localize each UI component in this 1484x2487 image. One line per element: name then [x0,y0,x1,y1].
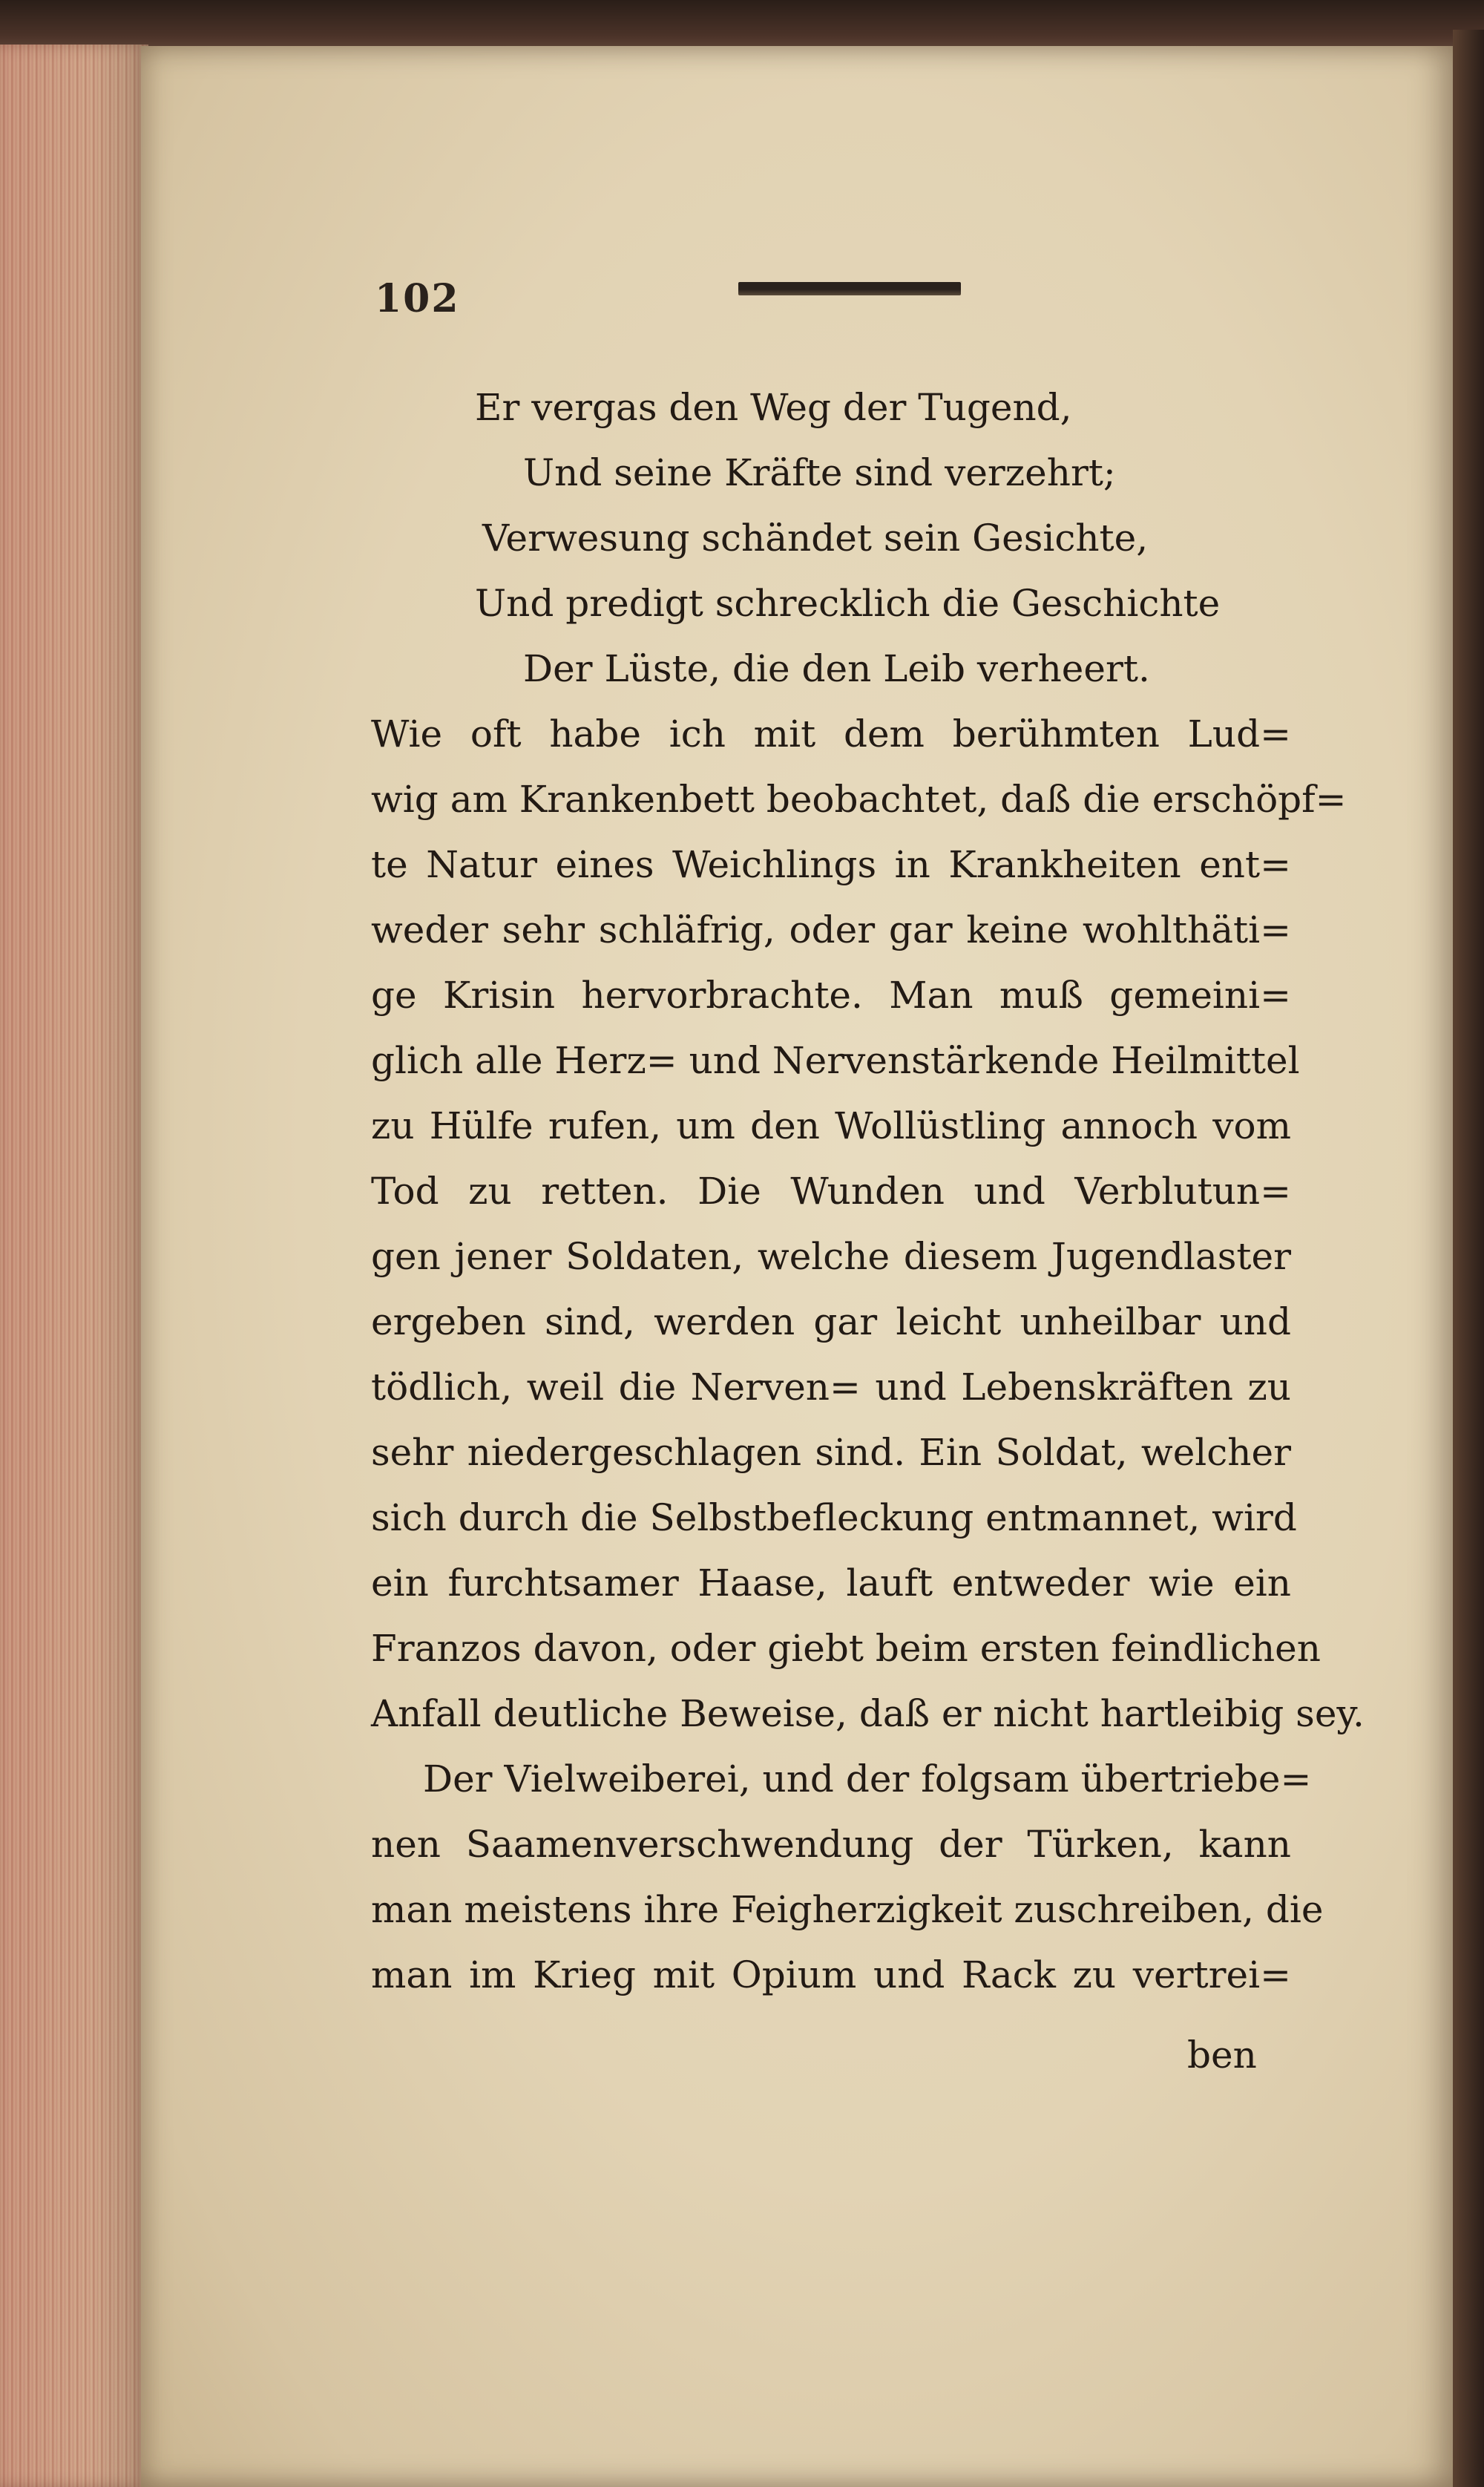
prose-line: wig am Krankenbett beobachtet, daß die erschöpf= [371,778,1347,821]
prose-line: Der Vielweiberei, und der folgsam übertriebe= [423,1757,1312,1800]
verse-line: Und predigt schrecklich die Geschichte [475,582,1221,625]
prose-line: zu Hülfe rufen, um den Wollüstling annoch vom [371,1104,1291,1147]
prose-line: man im Krieg mit Opium und Rack zu vertrei= [371,1953,1291,1996]
verse-line: Er vergas den Weg der Tugend, [475,386,1072,429]
book-cover-edge [1453,30,1484,2487]
page-edges [0,45,148,2487]
prose-line: ergeben sind, werden gar leicht unheilbar und [371,1300,1291,1343]
prose-line: glich alle Herz= und Nervenstärkende Heilmittel [371,1039,1300,1082]
page-number: 102 [375,276,460,321]
prose-line: gen jener Soldaten, welche diesem Jugendlaster [371,1235,1291,1278]
catchword: ben [1187,2034,1257,2077]
prose-line: man meistens ihre Feigherzigkeit zuschreiben, die [371,1888,1324,1931]
prose-line: nen Saamenverschwendung der Türken, kann [371,1823,1291,1866]
verse-line: Der Lüste, die den Leib verheert. [523,647,1150,690]
verse-line: Und seine Kräfte sind verzehrt; [523,451,1116,494]
verse-line: Verwesung schändet sein Gesichte, [482,517,1149,560]
prose-line: tödlich, weil die Nerven= und Lebenskräften zu [371,1366,1291,1409]
prose-line: Anfall deutliche Beweise, daß er nicht hartleibig sey. [371,1692,1365,1735]
prose-line: te Natur eines Weichlings in Krankheiten ent= [371,843,1291,886]
prose-line: sich durch die Selbstbefleckung entmannet, wird [371,1496,1297,1539]
prose-line: Wie oft habe ich mit dem berühmten Lud= [371,712,1291,756]
prose-line: ein furchtsamer Haase, lauft entweder wie ein [371,1562,1291,1605]
prose-line: weder sehr schläfrig, oder gar keine wohlthäti= [371,908,1291,951]
prose-line: Tod zu retten. Die Wunden und Verblutun= [371,1170,1291,1213]
prose-line: Franzos davon, oder giebt beim ersten feindlichen [371,1627,1321,1670]
prose-line: sehr niedergeschlagen sind. Ein Soldat, welcher [371,1431,1291,1474]
prose-line: ge Krisin hervorbrachte. Man muß gemeini= [371,974,1291,1017]
header-rule [738,282,961,295]
